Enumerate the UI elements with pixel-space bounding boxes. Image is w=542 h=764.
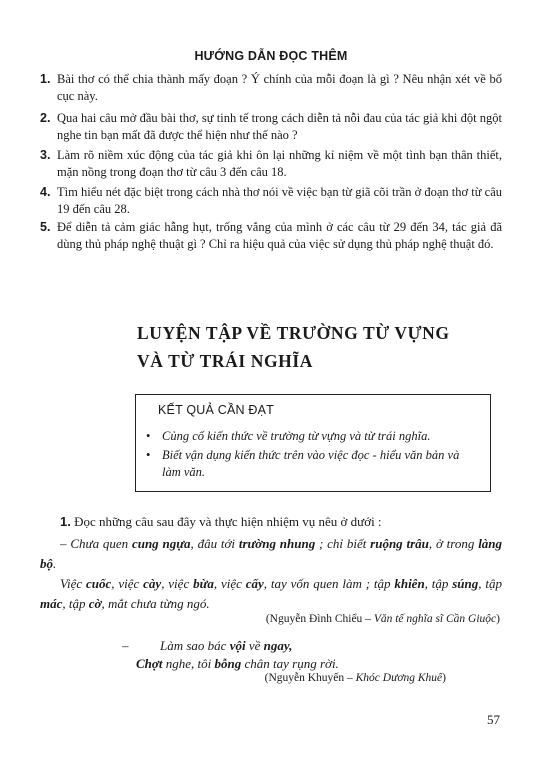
text: Chưa quen xyxy=(70,536,132,551)
text: ; chỉ biết xyxy=(315,536,371,551)
text: , đâu tới xyxy=(190,536,239,551)
goal-item-2 xyxy=(146,447,476,481)
exercise-passage-1 xyxy=(40,534,502,574)
text: , mắt chưa từng ngó. xyxy=(101,596,210,611)
text: , tập xyxy=(478,576,502,591)
keyword: khiên xyxy=(394,576,425,591)
citation-1 xyxy=(200,613,500,625)
keyword: ngay, xyxy=(263,638,293,653)
keyword: cung ngựa xyxy=(131,536,191,551)
poem-line-2 xyxy=(136,654,502,674)
question-number: 5. xyxy=(40,220,51,234)
text: , tập xyxy=(62,596,89,611)
goal-text: Biết vận dụng kiến thức trên vào việc đọc - hiểu văn bản và làm văn. xyxy=(162,448,460,479)
text: chân tay rụng rời. xyxy=(241,656,339,671)
keyword: Chợt xyxy=(136,656,163,671)
question-number: 2. xyxy=(40,111,51,125)
dash: – xyxy=(60,536,67,551)
keyword: mác xyxy=(40,596,63,611)
text: , tay vốn quen làm ; tập xyxy=(263,576,395,591)
keyword: bừa xyxy=(193,576,214,591)
text: , tập xyxy=(424,576,453,591)
question-text: Bài thơ có thể chia thành mấy đoạn ? Ý chính của mỗi đoạn là gì ? Nêu nhận xét về bố cục này. xyxy=(57,72,502,103)
citation-author: (Nguyễn Đình Chiểu – xyxy=(265,613,374,625)
exercise-number: 1. xyxy=(60,514,71,529)
keyword: cấy xyxy=(245,576,264,591)
reading-guide-title: HƯỚNG DẪN ĐỌC THÊM xyxy=(194,49,348,63)
text: , ở trong xyxy=(428,536,479,551)
keyword: bỗng xyxy=(214,656,242,671)
keyword: làng bộ xyxy=(40,536,503,571)
exercise-1-instruction xyxy=(60,512,500,532)
dash: – xyxy=(122,638,129,653)
text: Việc xyxy=(60,576,86,591)
page-number: 57 xyxy=(487,712,500,727)
learning-goals-box xyxy=(135,394,491,492)
guide-question-4 xyxy=(40,184,502,218)
bullet-icon: • xyxy=(146,448,151,462)
lesson-title-line-1: LUYỆN TẬP VỀ TRƯỜNG TỪ VỰNG xyxy=(137,323,450,343)
text: Làm sao bác xyxy=(160,638,230,653)
keyword: súng xyxy=(452,576,479,591)
citation-work: Văn tế nghĩa sĩ Cần Giuộc xyxy=(373,613,497,625)
guide-question-2 xyxy=(40,110,502,144)
text: nghe, tôi xyxy=(162,656,215,671)
question-text: Tìm hiểu nét đặc biệt trong cách nhà thơ nói về việc bạn từ giã cõi trần ở đoạn thơ từ câu 19 đến câu 28. xyxy=(57,185,502,216)
guide-question-3 xyxy=(40,147,502,181)
goals-title: KẾT QUẢ CẦN ĐẠT xyxy=(158,403,274,417)
guide-question-5 xyxy=(40,219,502,253)
question-number: 3. xyxy=(40,148,51,162)
question-number: 1. xyxy=(40,72,51,86)
text: ) xyxy=(442,672,446,684)
text: , việc xyxy=(161,576,194,591)
question-text: Qua hai câu mở đầu bài thơ, sự tinh tế trong cách diễn tả nỗi đau của tác giả khi đột ngột nghe tin bạn mất đã được thể hiện như thế nào ? xyxy=(57,111,502,142)
citation-author: (Nguyễn Khuyến – xyxy=(264,672,356,684)
bullet-icon: • xyxy=(146,429,151,443)
exercise-passage-2 xyxy=(40,574,502,614)
question-text: Làm rõ niềm xúc động của tác giả khi ôn lại những kỉ niệm về một tình bạn thân thiết, mặn nồng trong đoạn thơ từ câu 3 đến câu 18. xyxy=(57,148,502,179)
keyword: ruộng trâu xyxy=(370,536,429,551)
keyword: cuốc xyxy=(85,576,112,591)
text: về xyxy=(245,638,264,653)
citation-2 xyxy=(200,672,446,684)
keyword: vội xyxy=(229,638,246,653)
keyword: cày xyxy=(143,576,162,591)
keyword: cờ xyxy=(88,596,102,611)
goal-text: Củng cố kiến thức về trường từ vựng và từ trái nghĩa. xyxy=(162,429,431,443)
keyword: trường nhung xyxy=(238,536,316,551)
text: , việc xyxy=(213,576,246,591)
poem-line-1 xyxy=(122,636,502,656)
instruction-text: Đọc những câu sau đây và thực hiện nhiệm vụ nêu ở dưới : xyxy=(74,514,382,529)
text: ) xyxy=(496,613,500,625)
question-text: Để diễn tả cảm giác hẫng hụt, trống vắng của mình ở các câu từ 29 đến 34, tác giả đã dùng thủ pháp nghệ thuật gì ? Chỉ ra hiệu quả của việc sử dụng thủ pháp nghệ thuật đó. xyxy=(57,220,502,251)
lesson-title-line-2: VÀ TỪ TRÁI NGHĨA xyxy=(137,351,314,371)
text: , việc xyxy=(111,576,144,591)
text: . xyxy=(53,556,57,571)
question-number: 4. xyxy=(40,185,51,199)
guide-question-1 xyxy=(40,71,502,105)
goal-item-1 xyxy=(146,428,476,445)
citation-work: Khóc Dương Khuê xyxy=(355,672,443,684)
